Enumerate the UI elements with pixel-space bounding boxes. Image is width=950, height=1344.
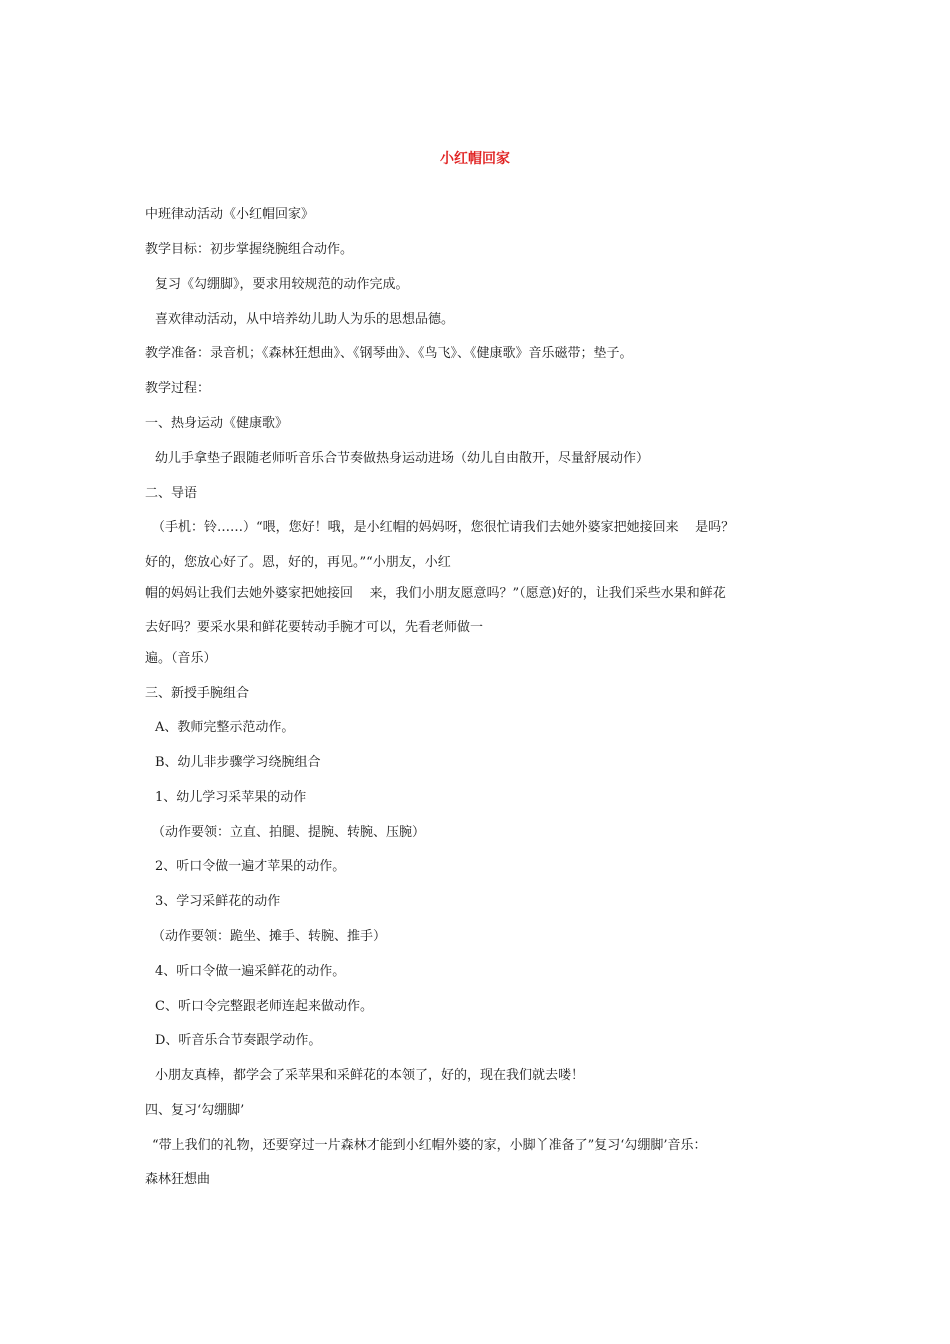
text-line: 喜欢律动活动，从中培养幼儿助人为乐的思想品德。 xyxy=(155,312,455,327)
text-line: 4、听口令做一遍采鲜花的动作。 xyxy=(155,964,346,979)
text-line: 1、幼儿学习采苹果的动作 xyxy=(155,790,307,805)
text-line: 幼儿手拿垫子跟随老师听音乐合节奏做热身运动进场（幼儿自由散开，尽量舒展动作） xyxy=(155,451,650,466)
text-line: 3、学习采鲜花的动作 xyxy=(155,894,281,909)
text-line: C、听口令完整跟老师连起来做动作。 xyxy=(155,999,373,1014)
text-line: B、幼儿非步骤学习绕腕组合 xyxy=(155,755,321,770)
text-line: （手机：铃……）“喂，您好！哦，是小红帽的妈妈呀，您很忙请我们去她外婆家把她接回来 是吗？ xyxy=(152,520,735,535)
text-line: （动作要领：跪坐、摊手、转腕、推手） xyxy=(152,929,387,944)
text-line: 教学准备：录音机；《森林狂想曲》、《钢琴曲》、《鸟飞》、《健康歌》音乐磁带；垫子。 xyxy=(145,346,633,361)
text-line: D、听音乐合节奏跟学动作。 xyxy=(155,1033,322,1048)
text-line: 四、复习‘勾绷脚’ xyxy=(145,1103,245,1118)
text-line: 2、听口令做一遍才苹果的动作。 xyxy=(155,859,346,874)
text-line: 复习《勾绷脚》，要求用较规范的动作完成。 xyxy=(155,277,409,292)
text-line: 森林狂想曲 xyxy=(145,1172,211,1187)
text-line: （动作要领：立直、拍腿、提腕、转腕、压腕） xyxy=(152,825,426,840)
text-line: 二、导语 xyxy=(145,486,198,501)
text-line: 去好吗？要采水果和鲜花要转动手腕才可以，先看老师做一 xyxy=(145,620,484,635)
text-line: 中班律动活动《小红帽回家》 xyxy=(145,207,315,222)
text-line: 三、新授手腕组合 xyxy=(145,686,250,701)
text-line: 一、热身运动《健康歌》 xyxy=(145,416,289,431)
text-line: 教学过程： xyxy=(145,381,211,396)
text-line: 好的，您放心好了。恩，好的，再见。”“小朋友，小红 xyxy=(145,555,451,570)
text-line: “带上我们的礼物，还要穿过一片森林才能到小红帽外婆的家，小脚丫准备了”复习‘勾绷脚’音乐： xyxy=(152,1138,707,1153)
text-line: 帽的妈妈让我们去她外婆家把她接回 来，我们小朋友愿意吗？”（愿意)好的，让我们采些水果和鲜花 xyxy=(145,586,726,601)
text-line: 遍。（音乐） xyxy=(145,651,217,666)
text-line: 小朋友真棒，都学会了采苹果和采鲜花的本领了，好的，现在我们就去喽！ xyxy=(155,1068,585,1083)
text-line: 教学目标：初步掌握绕腕组合动作。 xyxy=(145,242,354,257)
document-title: 小红帽回家 xyxy=(440,151,510,167)
text-line: A、教师完整示范动作。 xyxy=(155,720,295,735)
